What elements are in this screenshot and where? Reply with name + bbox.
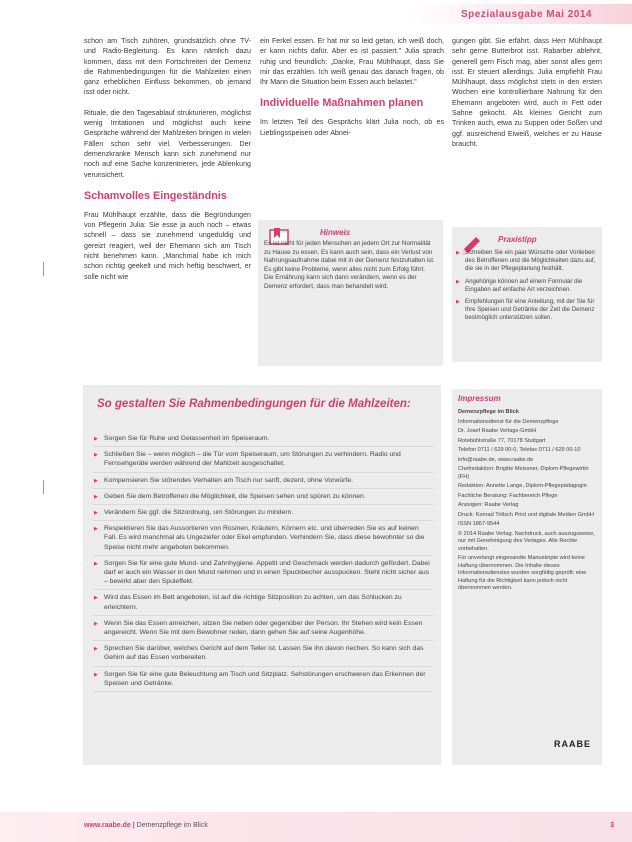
- praxistipp-list: [456, 249, 598, 327]
- section-heading: Schamvolles Eingeständnis: [84, 189, 227, 202]
- praxistipp-title: Praxistipp: [498, 235, 537, 244]
- impressum-line: © 2014 Raabe Verlag. Nachdruck, auch auszugsweise, nur mit Genehmigung des Verlages. Alle Rechte vorbehalten.: [458, 530, 595, 552]
- rahmenbedingungen-box: [83, 385, 441, 765]
- column-3: [452, 36, 602, 159]
- hinweis-text: Es ist nicht für jeden Menschen an jedem Ort zur Normalität zu Hause zu essen. Es kann auch sein, dass ein Verlust von Nahrungsaufnahme dabei mit in der Demenz festzuhalten ist. Es gibt keine Probleme, wenn alles nicht zum Erfolg führt. Die Ernährung kann sich dann verändern, wenn es der Demenz erfordert, dass man behandelt wird.: [264, 240, 435, 290]
- list-item: ▶ Empfehlungen für eine Anleitung, mit der Sie für Ihre Speisen und Getränke der Zeit die Demenz bestmöglich unterstützen sollen.: [456, 298, 598, 323]
- impressum-title: Impressum: [458, 394, 501, 403]
- raabe-logo: RAABE: [554, 739, 592, 749]
- impressum-line: Anzeigen: Raabe Verlag: [458, 502, 519, 508]
- rahmen-title: So gestalten Sie Rahmenbedingungen für die Mahlzeiten:: [97, 398, 411, 410]
- issue-title: Spezialausgabe Mai 2014: [460, 9, 592, 20]
- column-2: [260, 36, 444, 148]
- impressum-body: [458, 409, 596, 595]
- list-item: ▶ Schreiben Sie ein paar Wünsche oder Vorlieben des Betroffenen und die Möglichkeiten dazu auf, die sie in der Pflegeplanung festhält.: [456, 249, 598, 274]
- list-item: ▶ Geben Sie dem Betroffenen die Möglichkeit, die Speisen sehen und spüren zu können.: [93, 489, 433, 505]
- list-item: ▶ Sorgen Sie für eine gute Beleuchtung am Tisch und Sitzplatz. Sehstörungen erschweren das Erkennen der Speisen und Getränke.: [93, 667, 433, 692]
- impressum-line: Rotebühlstraße 77, 70178 Stuttgart: [458, 437, 546, 444]
- margin-mark: [43, 480, 44, 494]
- impressum-line: info@raabe.de, www.raabe.de: [458, 456, 534, 463]
- rahmen-list: [93, 431, 433, 692]
- impressum-line: Dr. Josef Raabe Verlags-GmbH: [458, 428, 537, 434]
- impressum-line: Redaktion: Annette Lange, Diplom-Pflegepädagogin: [458, 483, 587, 489]
- impressum-box: [452, 389, 602, 765]
- impressum-line: Demenzpflege im Blick: [458, 409, 519, 415]
- paragraph: Frau Mühlhaupt erzählte, dass die Begründungen von Pflegerin Julia: Sie esse ja auch noch – etwas schnell – dass sie zunehmend ungeduldig und gereizt reagiert, weil der Ehemann sich am Tisch nicht benehmen kann. „Manchmal habe ich mich schon richtig geekelt und mich heftig beschwert, er solle nicht wie: [84, 210, 251, 281]
- section-heading: Individuelle Maßnahmen planen: [260, 97, 424, 110]
- list-item: ▶ Sorgen Sie für eine gute Mund- und Zahnhygiene. Appetit und Geschmack werden dadurch gefördert. Dabei darf er auch ein Wasser in den Mund nehmen und in einen Spuckbecher ausspucken. Steht nicht sicher aus – bewirkt aber den Spuleffekt.: [93, 556, 433, 591]
- hinweis-body: [264, 240, 436, 292]
- list-item: ▶ Kompensieren Sie störendes Verhalten am Tisch nur sanft, dezent, ohne Vorwürfe.: [93, 473, 433, 489]
- page-number: 3: [610, 822, 614, 829]
- margin-mark: [43, 262, 44, 276]
- column-1: [84, 36, 251, 292]
- list-item: ▶ Wird das Essen im Bett angeboten, ist auf die richtige Sitzposition zu achten, um das Schlucken zu erleichtern.: [93, 590, 433, 615]
- impressum-line: Fachliche Beratung: Fachbereich Pflege: [458, 492, 558, 499]
- paragraph: Im letzten Teil des Gesprächs klärt Julia noch, ob es Lieblingsspeisen oder Abnei-: [260, 118, 444, 137]
- impressum-line: Chefredaktion: Brigitte Meissner, Diplom-Pflegewirtin (FH): [458, 466, 589, 480]
- page-footer: [0, 812, 632, 842]
- footer-text: www.raabe.de | Demenzpflege im Blick: [84, 822, 208, 829]
- impressum-line: ISSN 1867-9544: [458, 521, 500, 527]
- list-item: ▶ Sorgen Sie für Ruhe und Gelassenheit im Speiseraum.: [93, 431, 433, 447]
- list-item: ▶ Sprechen Sie darüber, welches Gericht auf dem Teller ist. Lassen Sie ihn davon riechen. So kann sich das Gehirn auf das Essen vorbereiten.: [93, 641, 433, 666]
- paragraph: schon am Tisch zuhören, grundsätzlich ohne TV- und Radio-Begleitung. Es kann nämlich dazu kommen, dass mit dem Fortschreiten der Demenz die Rahmenbedingungen für die Mahlzeiten einen ganz erheblichen Einfluss bekommen, ob jemand isst oder nicht.: [84, 37, 251, 97]
- impressum-line: Druck: Konrad Triltsch Print und digitale Medien GmbH: [458, 511, 594, 518]
- list-item: ▶ Schließen Sie – wenn möglich – die Tür vom Speiseraum, um Störungen zu verhindern. Radio und Fernsehgeräte werden während der Mahlzeit ausgeschaltet.: [93, 447, 433, 472]
- paragraph: gungen gibt. Sie erfährt, dass Herr Mühlhaupt sehr gerne Butterbrot isst. Rabarber ablehnt, generell gern Fisch mag, aber sonst alles gern isst. Er steuert allerdings. Julia empfiehlt Frau Mühlhaupt, dass möglichst stets in den ersten Wochen eine kontrollierbare Nahrung für den Ehemann angeboten wird, auch in Fett oder Sahne gekocht. Als kleines Gericht zum Trinken auch, etwa zu Suppen oder Soßen und ggf. ausreichend Eiweiß, welches er zu Hause braucht.: [452, 37, 602, 148]
- praxistipp-box: [452, 227, 602, 362]
- hinweis-title: Hinweis: [320, 228, 351, 237]
- page-header: [0, 0, 632, 28]
- hinweis-box: [258, 220, 443, 366]
- paragraph: ein Ferkel essen. Er hat mir so leid getan, ich weiß doch, er kann nichts dafür. Aber es ist passiert." Julia sprach ruhig und freundlich: „Danke, Frau Mühlhaupt, dass Sie mir das erzählen. Ich weiß genau das danach fragen, ob Ihr Mann die Situation beim Essen auch belastet.": [260, 37, 444, 87]
- list-item: ▶ Verändern Sie ggf. die Sitzordnung, um Störungen zu mindern.: [93, 505, 433, 521]
- impressum-line: Telefon 0711 / 629 00-0, Telefax 0711 / 629 00-10: [458, 447, 581, 453]
- footer-publication: Demenzpflege im Blick: [136, 822, 208, 829]
- paragraph: Rituale, die den Tagesablauf strukturieren, möglichst wenig Irritationen und möglichst auch keine Gespräche während der Mahlzeiten bringen in vielen Fällen schon sehr viel. Verbesserungen. Der demenzkranke Mensch kann sich zunehmend nur noch auf eine Sache konzentrieren, jede Ablenkung verunsichert.: [84, 108, 251, 179]
- list-item: ▶ Angehörige können auf einem Formular die Eingaben auf einfache Art verzeichnen.: [456, 278, 598, 294]
- impressum-line: Informationsdienst für die Demenzpflege: [458, 418, 559, 425]
- list-item: ▶ Wenn Sie das Essen anreichen, sitzen Sie neben oder gegenüber der Person. Ihr Stehen wird kein Essen angereicht. Wenn Sie mit dem Bewohner reden, dann gehen Sie auf seine Augenhöhe.: [93, 616, 433, 641]
- impressum-line: Für unverlangt eingesandte Manuskripte wird keine Haftung übernommen. Die Inhalte dieses Informationsdienstes wurden sorgfältig geprüft; eine Haftung für die Richtigkeit kann jedoch nicht übernommen werden.: [458, 555, 587, 591]
- list-item: ▶ Respektieren Sie das Aussortieren von Rosinen, Kräutern, Körnern etc. und überreden Sie es auf keinen Fall. Es wird manchmal als Ungeziefer oder Ekel empfunden. Verhindern Sie, dass diese bewohnter so die Speise nicht mehr angeboten bekommen.: [93, 521, 433, 556]
- footer-site[interactable]: www.raabe.de: [84, 822, 131, 829]
